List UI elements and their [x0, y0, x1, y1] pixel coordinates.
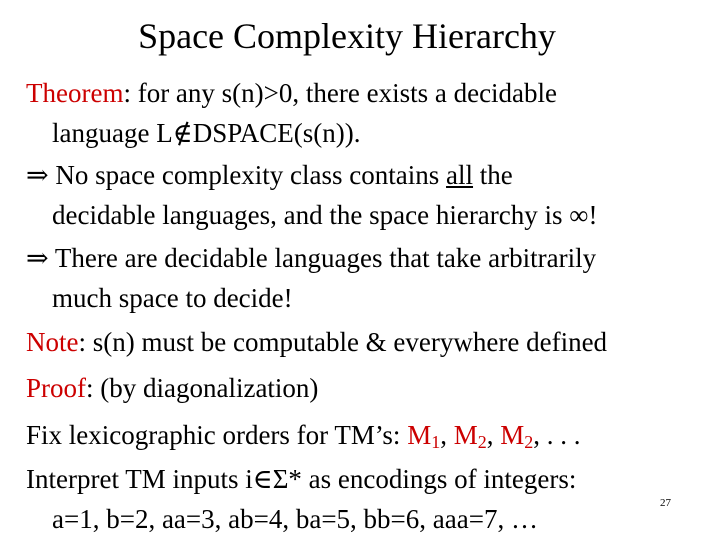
note-text: : s(n) must be computable & everywhere defined — [78, 327, 608, 357]
in-sigma-symbol: ∈Σ — [252, 464, 289, 494]
theorem-label: Theorem — [26, 78, 124, 108]
implication-2-text-1: There are decidable languages that take arbitrarily — [48, 243, 597, 273]
implies-arrow-icon: ⇒ — [26, 160, 49, 190]
implication-1-line-1 — [26, 158, 513, 192]
implication-2-line-2: much space to decide! — [52, 283, 293, 313]
theorem-line-1 — [26, 76, 557, 110]
implication-1-text-1b: the — [473, 160, 513, 190]
tm-m2-first: $M_2$ — [453, 420, 487, 452]
interpret-line-2: a=1, b=2, aa=3, ab=4, ba=5, bb=6, aaa=7, … — [52, 504, 538, 534]
tm-m2-second: $M_2$ — [500, 420, 534, 452]
theorem-text-2a: language L — [52, 118, 173, 148]
note-line — [26, 325, 607, 359]
lexicographic-ellipsis: , . . . — [533, 420, 581, 450]
proof-line — [26, 371, 318, 405]
slide-title: Space Complexity Hierarchy — [138, 16, 556, 56]
implication-1-text-1a: No space complexity class contains — [48, 160, 447, 190]
interpret-text-1b: * as encodings of integers: — [288, 464, 577, 494]
interpret-line-1 — [26, 462, 576, 496]
page-number: 27 — [660, 497, 671, 509]
note-label: Note — [26, 327, 79, 357]
lexicographic-text: Fix lexicographic orders for TM’s: — [26, 420, 408, 450]
proof-label: Proof — [26, 373, 86, 403]
theorem-text-2b: DSPACE(s(n)). — [192, 118, 361, 148]
implication-2-line-1 — [26, 241, 596, 275]
theorem-line-2 — [52, 116, 360, 150]
implication-1-underlined-word: all — [446, 160, 474, 190]
implies-arrow-icon: ⇒ — [26, 243, 49, 273]
tm-m1: $M_1$ — [407, 420, 441, 452]
proof-text: : (by diagonalization) — [86, 373, 319, 403]
implication-1-line-2: decidable languages, and the space hierarchy is ∞! — [52, 200, 598, 230]
theorem-text-1: : for any s(n)>0, there exists a decidable — [123, 78, 558, 108]
interpret-text-1a: Interpret TM inputs i — [26, 464, 253, 494]
not-element-symbol: ∉ — [172, 118, 193, 148]
lexicographic-line: Fix lexicographic orders for TM’s: $M_1$, $M_2$, $M_2$, . . . — [26, 420, 581, 452]
